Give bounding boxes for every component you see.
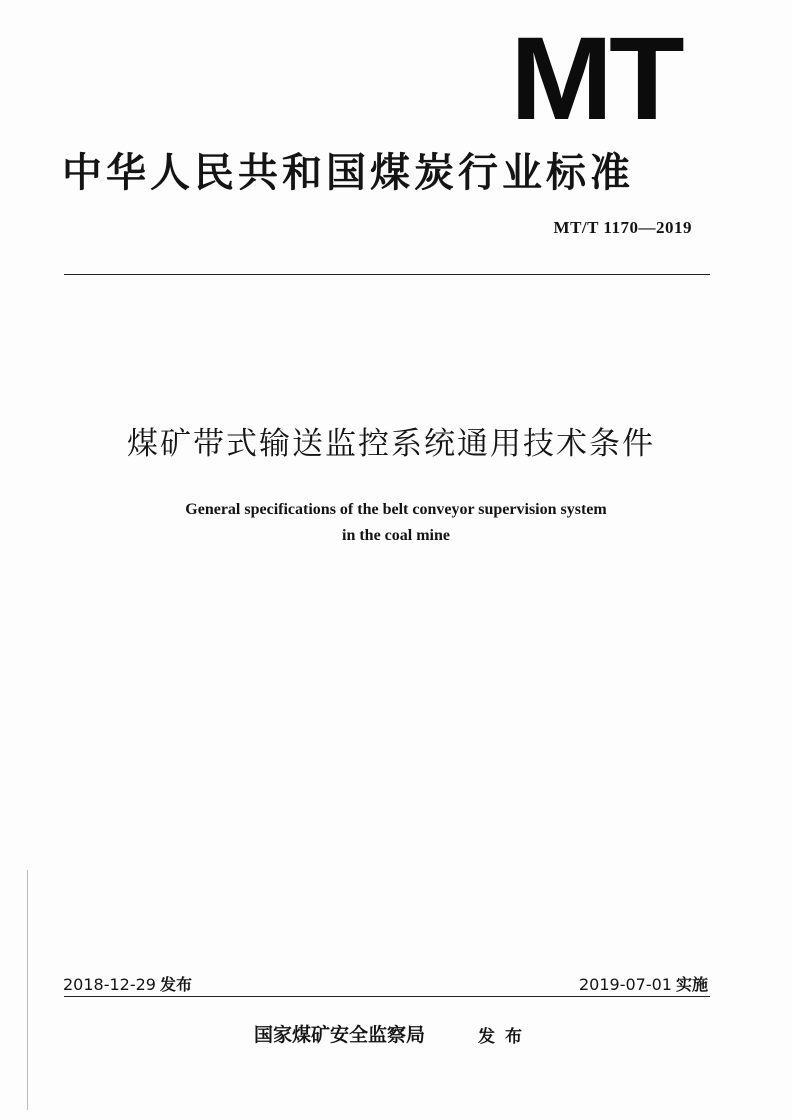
publisher-name: 国家煤矿安全监察局: [254, 1024, 426, 1046]
document-title-english-line2: in the coal mine: [342, 527, 450, 544]
bottom-divider: [64, 996, 710, 997]
issue-date-block: [63, 972, 192, 995]
top-divider: [64, 274, 710, 275]
scan-margin-line: [27, 870, 28, 1110]
implementation-date-block: [579, 972, 708, 995]
issue-date: 2018-12-29: [63, 975, 156, 994]
mt-logo: MT: [510, 13, 681, 145]
document-title-english: [0, 497, 792, 549]
issue-label: 发布: [159, 975, 192, 994]
standard-code: MT/T 1170—2019: [553, 218, 692, 237]
document-title-chinese: 煤矿带式输送监控系统通用技术条件: [127, 426, 655, 462]
implementation-date: 2019-07-01: [579, 975, 672, 994]
document-title-english-line1: General specifications of the belt conveyor supervision system: [185, 501, 607, 518]
standard-type-heading: 中华人民共和国煤炭行业标准: [62, 150, 634, 196]
publish-label: 发布: [478, 1027, 532, 1047]
implementation-label: 实施: [675, 975, 708, 994]
